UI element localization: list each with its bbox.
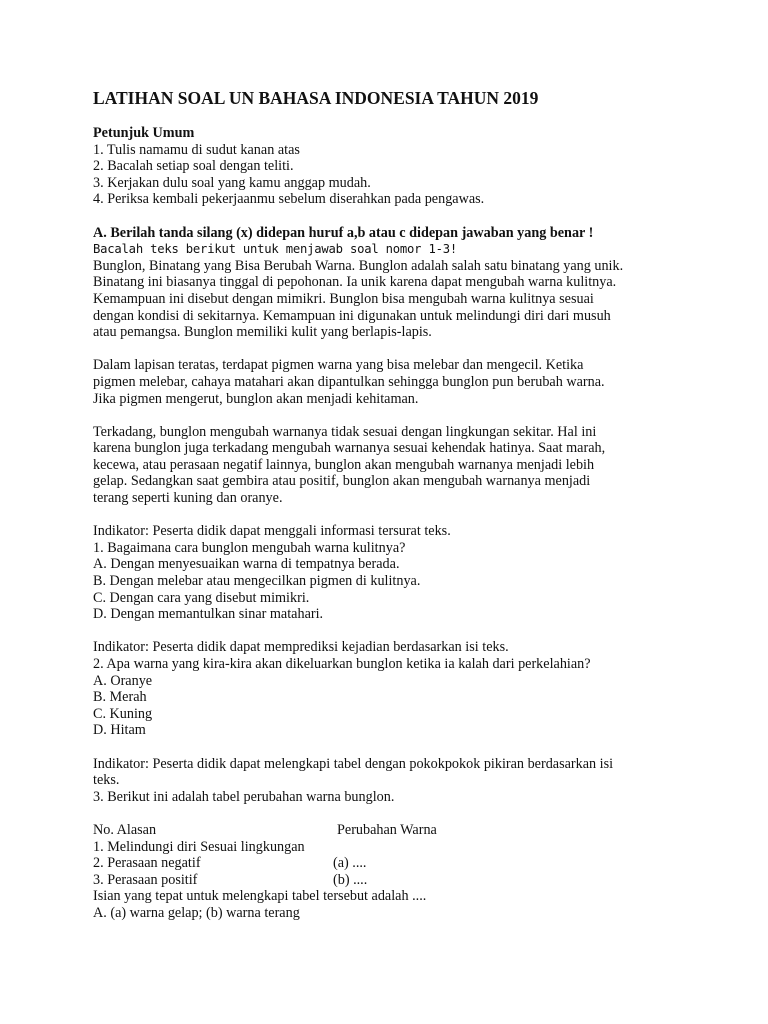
- q3-option-a: A. (a) warna gelap; (b) warna terang: [93, 904, 300, 921]
- q1-option-b: B. Dengan melebar atau mengecilkan pigmen di kulitnya.: [93, 573, 421, 590]
- section-a-heading: A. Berilah tanda silang (x) didepan huruf a,b atau c didepan jawaban yang benar !: [93, 224, 594, 241]
- passage-line: Jika pigmen mengerut, bunglon akan menjadi kehitaman.: [93, 390, 419, 407]
- spacer: [93, 208, 693, 225]
- q1-question: 1. Bagaimana cara bunglon mengubah warna kulitnya?: [93, 539, 406, 556]
- table-row: [93, 839, 693, 856]
- spacer: [93, 507, 693, 524]
- q2-option-b: B. Merah: [93, 689, 147, 706]
- table-header-right: Perubahan Warna: [337, 821, 437, 838]
- table-row: [93, 872, 693, 889]
- passage-line: pigmen melebar, cahaya matahari akan dipantulkan sehingga bunglon pun berubah warna.: [93, 373, 605, 390]
- table-cell: (a) ....: [333, 855, 367, 872]
- q2-option-a: A. Oranye: [93, 672, 153, 689]
- passage-line: karena bunglon juga terkadang mengubah warnanya sesuai kehendak hatinya. Saat marah,: [93, 440, 606, 457]
- q3-indikator: teks.: [93, 772, 120, 789]
- spacer: [93, 739, 693, 756]
- q2-indikator: Indikator: Peserta didik dapat memprediksi kejadian berdasarkan isi teks.: [93, 639, 509, 656]
- q3-question: 3. Berikut ini adalah tabel perubahan warna bunglon.: [93, 788, 395, 805]
- passage-line: Binatang ini biasanya tinggal di pepohonan. Ia unik karena dapat mengubah warna kulitnya.: [93, 274, 617, 291]
- table-header-row: [93, 822, 693, 839]
- petunjuk-item: 2. Bacalah setiap soal dengan teliti.: [93, 158, 294, 175]
- passage-line: gelap. Sedangkan saat gembira atau positif, bunglon akan mengubah warnanya menjadi: [93, 473, 591, 490]
- q2-option-c: C. Kuning: [93, 705, 153, 722]
- q1-indikator: Indikator: Peserta didik dapat menggali informasi tersurat teks.: [93, 523, 451, 540]
- passage-line: dengan kondisi di sekitarnya. Kemampuan ini digunakan untuk melindungi diri dari musuh: [93, 307, 611, 324]
- table-row: [93, 855, 693, 872]
- passage-line: atau pemangsa. Bunglon memiliki kulit yang berlapis-lapis.: [93, 324, 432, 341]
- spacer: [93, 341, 693, 358]
- passage-line: terang seperti kuning dan oranye.: [93, 490, 283, 507]
- table-cell: 2. Perasaan negatif: [93, 855, 201, 872]
- petunjuk-item: 1. Tulis namamu di sudut kanan atas: [93, 141, 300, 158]
- spacer: [93, 623, 693, 640]
- petunjuk-heading: Petunjuk Umum: [93, 125, 195, 141]
- q1-option-d: D. Dengan memantulkan sinar matahari.: [93, 606, 324, 623]
- passage-line: Kemampuan ini disebut dengan mimikri. Bunglon bisa mengubah warna kulitnya sesuai: [93, 290, 594, 307]
- passage-line: Terkadang, bunglon mengubah warnanya tidak sesuai dengan lingkungan sekitar. Hal ini: [93, 423, 597, 440]
- table-cell: 3. Perasaan positif: [93, 871, 198, 888]
- petunjuk-item: 3. Kerjakan dulu soal yang kamu anggap mudah.: [93, 174, 371, 191]
- spacer: [93, 805, 693, 822]
- page-title: LATIHAN SOAL UN BAHASA INDONESIA TAHUN 2019: [93, 88, 539, 108]
- petunjuk-item: 4. Periksa kembali pekerjaanmu sebelum diserahkan pada pengawas.: [93, 191, 485, 208]
- passage-line: Dalam lapisan teratas, terdapat pigmen warna yang bisa melebar dan mengecil. Ketika: [93, 357, 584, 374]
- q2-question: 2. Apa warna yang kira-kira akan dikeluarkan bunglon ketika ia kalah dari perkelahian?: [93, 656, 591, 672]
- passage-line: Bunglon, Binatang yang Bisa Berubah Warna. Bunglon adalah salah satu binatang yang unik.: [93, 257, 624, 274]
- q2-option-d: D. Hitam: [93, 722, 146, 739]
- table-header-left: No. Alasan: [93, 821, 157, 838]
- section-a-instruction: Bacalah teks berikut untuk menjawab soal nomor 1-3!: [93, 242, 458, 257]
- spacer: [93, 407, 693, 424]
- q1-option-a: A. Dengan menyesuaikan warna di tempatnya berada.: [93, 556, 400, 573]
- passage-line: kecewa, atau perasaan negatif lainnya, bunglon akan mengubah warnanya menjadi lebih: [93, 456, 595, 473]
- q3-prompt: Isian yang tepat untuk melengkapi tabel tersebut adalah ....: [93, 888, 427, 905]
- q3-indikator: Indikator: Peserta didik dapat melengkapi tabel dengan pokokpokok pikiran berdasarkan isi: [93, 755, 614, 772]
- document-body: [93, 125, 693, 922]
- table-cell: (b) ....: [333, 871, 368, 888]
- table-cell: 1. Melindungi diri Sesuai lingkungan: [93, 838, 305, 855]
- q1-option-c: C. Dengan cara yang disebut mimikri.: [93, 589, 310, 606]
